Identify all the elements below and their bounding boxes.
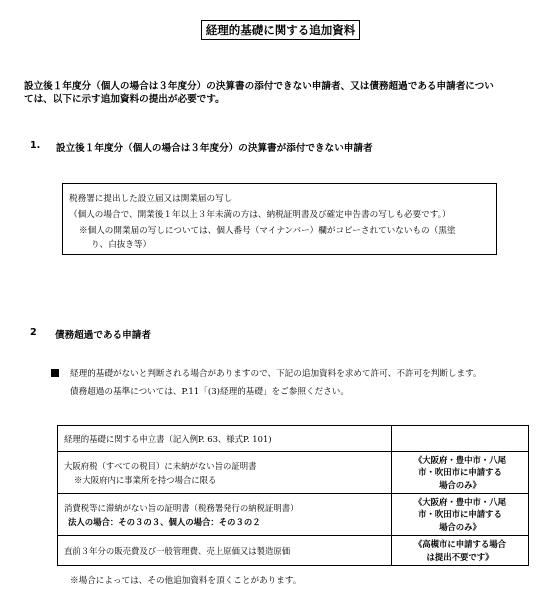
row-doc-text: 消費税等に滞納がない旨の証明書（税務署発行の納税証明書） <box>64 502 299 513</box>
section1-number: 1. <box>30 140 41 151</box>
requirements-table <box>57 425 529 566</box>
section1-box <box>62 183 497 255</box>
box-line-4: り、白抜き等） <box>91 240 152 250</box>
table-cell-doc: 直前３年分の販売費及び一般管理費、売上原価又は製造原価 <box>58 536 392 566</box>
note-line: 《高槻市に申請する場合 <box>413 539 507 549</box>
row-doc-sub: ※大阪府内に事業所を持つ場合に限る <box>74 474 217 485</box>
table-row <box>58 452 529 494</box>
box-line-2: （個人の場合で、開業後１年以上３年未満の方は、納税証明書及び確定申告書の写しも必要です。） <box>69 210 451 220</box>
note-line: 《大阪府・豊中市・八尾 <box>413 454 507 465</box>
table-cell-doc <box>58 494 392 536</box>
intro-line-1: 設立後１年度分（個人の場合は３年度分）の決算書の添付できない申請者、又は債務超過である申請者につい <box>24 81 494 92</box>
table-row <box>58 494 529 536</box>
table-cell-doc <box>58 452 392 494</box>
intro-line-2: ては、以下に示す追加資料の提出が必要です。 <box>24 94 225 105</box>
note-line: は提出不要です》 <box>426 551 494 562</box>
note-line: 《大阪府・豊中市・八尾 <box>413 496 507 507</box>
row-doc-sub: 法人の場合：その３の３、個人の場合：その３の２ <box>68 516 261 527</box>
table-row <box>58 536 529 566</box>
table-cell-note <box>392 452 529 494</box>
note-line: 場合のみ》 <box>439 479 481 490</box>
footnote: ※場合によっては、その他追加資料を頂くことがあります。 <box>70 576 302 586</box>
section2-note-line-2: 債務超過の基準については、P.11「(3)経理的基礎」をご参照ください。 <box>70 387 349 397</box>
intro-text <box>24 80 544 106</box>
box-line-3: ※個人の開業届の写しについては、個人番号（マイナンバー）欄がコピーされていないもの（黒塗 <box>79 226 456 236</box>
table-cell-note <box>392 536 529 566</box>
note-line: 市・吹田市に申請する <box>418 509 502 520</box>
table-cell-note <box>392 494 529 536</box>
note-line: 市・吹田市に申請する <box>418 467 502 478</box>
section2-number: 2 <box>30 327 37 338</box>
bullet-square-icon <box>51 369 59 377</box>
box-line-1: 税務署に提出した設立届又は開業届の写し <box>69 194 233 204</box>
row-doc-text: 大阪府税（すべての税目）に未納がない旨の証明書 <box>64 460 257 471</box>
section2-note-line-1: 経理的基礎がないと判断される場合がありますので、下記の追加資料を求めて許可、不許可を判断します。 <box>70 369 482 379</box>
table-cell-doc: 経理的基礎に関する申立書（記入例P. 63、様式P. 101) <box>58 426 392 452</box>
note-line: 場合のみ》 <box>439 521 481 532</box>
table-row <box>58 426 529 452</box>
section1-heading: 設立後１年度分（個人の場合は３年度分）の決算書が添付できない申請者 <box>56 143 373 154</box>
page-title: 経理的基礎に関する追加資料 <box>201 20 360 40</box>
table-cell-note <box>392 426 529 452</box>
section2-heading: 債務超過である申請者 <box>55 330 151 341</box>
